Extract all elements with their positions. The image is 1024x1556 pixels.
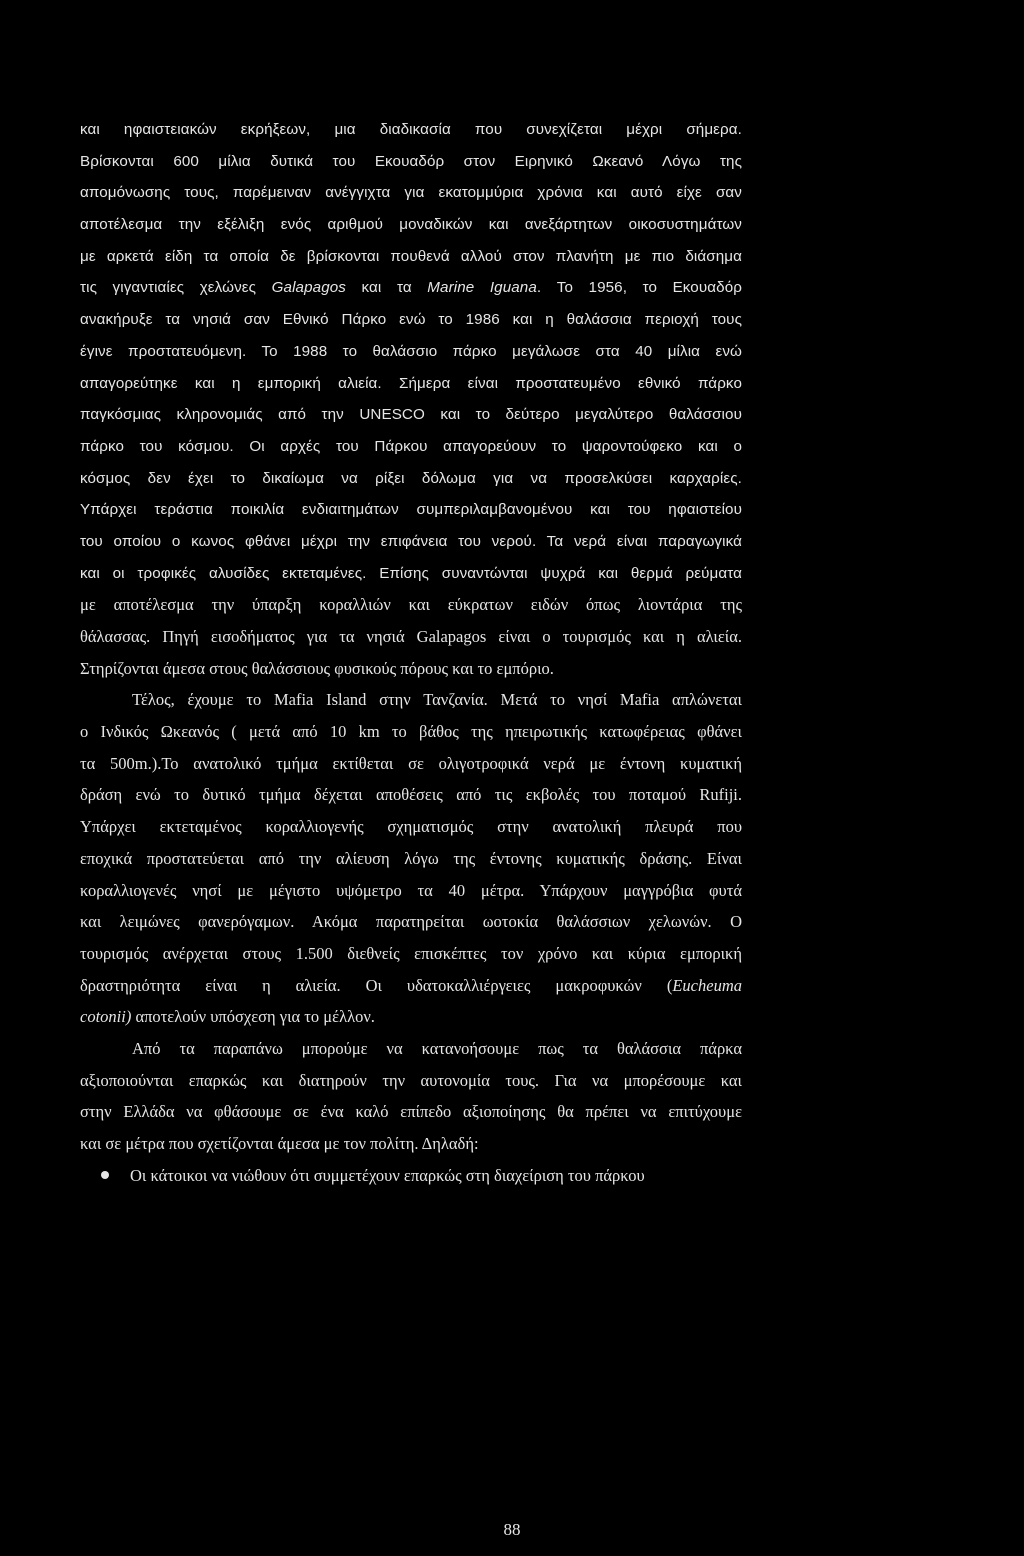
text-line: έγινε προστατευόμενη. Το 1988 το θαλάσσιο πάρκο μεγάλωσε στα 40 μίλια ενώ [80,342,742,360]
italic-term: cotonii) [80,1007,132,1027]
text-line: Από τα παραπάνω μπορούμε να κατανοήσουμε πως τα θαλάσσια πάρκα [132,1038,742,1058]
text-line: απομόνωσης τους, παρέμειναν ανέγγιχτα για εκατομμύρια χρόνια και αυτό είχε σαν [80,184,742,202]
text-line: Τέλος, έχουμε το Mafia Island στην Τανζανία. Μετά το νησί Mafia απλώνεται [132,690,742,710]
text-line: του οποίου ο κωνος φθάνει μέχρι την επιφάνεια του νερού. Τα νερά είναι παραγωγικά [80,532,742,550]
italic-term: Eucheuma [672,975,742,995]
text-line [80,970,742,1002]
text-line: με αποτέλεσμα την ύπαρξη κοραλλιών και εύκρατων ειδών όπως λιοντάρια της [80,595,742,615]
text-line: και σε μέτρα που σχετίζονται άμεσα με τον πολίτη. Δηλαδή: [80,1134,479,1153]
text-line [80,272,742,304]
text-run: δραστηριότητα είναι η αλιεία. Οι υδατοκαλλιέργειες μακροφυκών ( [80,975,673,995]
document-body [80,114,742,1191]
text-line: και λειμώνες φανερόγαμων. Ακόμα παρατηρείται ωοτοκία θαλάσσιων χελωνών. Ο [80,912,742,932]
bullet-text: Οι κάτοικοι να νιώθουν ότι συμμετέχουν επαρκώς στη διαχείριση του πάρκου [130,1165,645,1185]
text-line: τουρισμός ανέρχεται στους 1.500 διεθνείς επισκέπτες τον χρόνο και κύρια εμπορική [80,943,742,963]
text-line: Βρίσκονται 600 μίλια δυτικά του Εκουαδόρ στον Ειρηνικό Ωκεανό Λόγω της [80,152,742,170]
text-line: ο Ινδικός Ωκεανός ( μετά από 10 km το βάθος της ηπειρωτικής κατωφέρειας φθάνει [80,722,742,742]
text-line: τα 500m.).Το ανατολικό τμήμα εκτίθεται σε ολιγοτροφικά νερά με έντονη κυματική [80,753,742,773]
text-line: εποχικά προστατεύεται από την αλίευση λόγω της έντονης κυματικής δράσης. Είναι [80,848,742,868]
text-line: και οι τροφικές αλυσίδες εκτεταμένες. Επίσης συναντώνται ψυχρά και θερμά ρεύματα [80,564,742,582]
text-line: αποτέλεσμα την εξέλιξη ενός αριθμού μοναδικών και ανεξάρτητων οικοσυστημάτων [80,216,742,234]
text-line: κόσμος δεν έχει το δικαίωμα να ρίξει δόλωμα για να προσελκύσει καρχαρίες. [80,469,742,487]
text-line: Υπάρχει εκτεταμένος κοραλλιογενής σχηματισμός στην ανατολική πλευρά που [80,817,742,837]
text-line: αξιοποιούνται επαρκώς και διατηρούν την αυτονομία τους. Για να μπορέσουμε και [80,1070,742,1090]
bullet-icon [101,1171,109,1179]
text-line: πάρκο του κόσμου. Οι αρχές του Πάρκου απαγορεύουν το ψαροντούφεκο και ο [80,437,742,455]
text-line: και ηφαιστειακών εκρήξεων, μια διαδικασία που συνεχίζεται μέχρι σήμερα. [80,121,742,138]
text-line [80,1001,742,1033]
italic-term: Galapagos [271,279,346,297]
text-line: κοραλλιογενές νησί με μέγιστο υψόμετρο τα 40 μέτρα. Υπάρχουν μαγγρόβια φυτά [80,880,742,900]
text-line: απαγορεύτηκε και η εμπορική αλιεία. Σήμερα είναι προστατευμένο εθνικό πάρκο [80,374,742,392]
text-run: αποτελούν υπόσχεση για το μέλλον. [131,1007,375,1027]
page-number: 88 [503,1520,521,1539]
text-line: θάλασσας. Πηγή εισοδήματος για τα νησιά Galapagos είναι ο τουρισμός και η αλιεία. [80,627,742,646]
text-line: δράση ενώ το δυτικό τμήμα δέχεται αποθέσεις από τις εκβολές του ποταμού Rufiji. [80,785,742,805]
bullet-item [80,1160,742,1192]
text-run: και τα [361,279,412,297]
text-line: ανακήρυξε τα νησιά σαν Εθνικό Πάρκο ενώ το 1986 και η θαλάσσια περιοχή τους [80,311,742,329]
text-line: στην Ελλάδα να φθάσουμε σε ένα καλό επίπεδο αξιοποίησης θα πρέπει να επιτύχουμε [80,1102,742,1122]
text-line: με αρκετά είδη τα οποία δε βρίσκονται πουθενά αλλού στον πλανήτη με πιο διάσημα [80,247,742,265]
italic-term: Marine Iguana [427,279,537,297]
text-line: Στηρίζονται άμεσα στους θαλάσσιους φυσικούς πόρους και το εμπόριο. [80,658,554,678]
text-line: παγκόσμιας κληρονομιάς από την UNESCO και το δεύτερο μεγαλύτερο θαλάσσιου [80,406,742,424]
text-run: τις γιγαντιαίες χελώνες [80,279,257,297]
text-run: . Το 1956, το Εκουαδόρ [536,279,742,297]
text-line: Υπάρχει τεράστια ποικιλία ενδιαιτημάτων συμπεριλαμβανομένου και του ηφαιστείου [80,501,742,519]
